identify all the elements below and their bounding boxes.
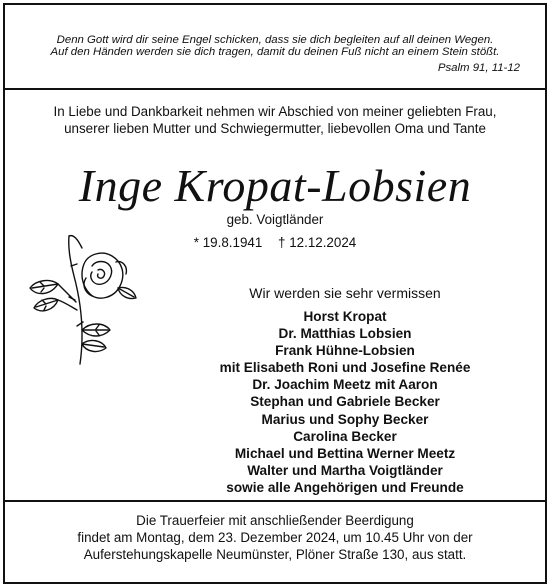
intro-line-2: unserer lieben Mutter und Schwiegermutter, liebevollen Oma und Tante (64, 121, 486, 136)
rose-drawing-icon (22, 226, 140, 366)
divider-top (3, 88, 547, 90)
list-item: Michael und Bettina Werner Meetz (234, 445, 456, 461)
birth-date: * 19.8.1941 (193, 235, 263, 250)
list-item: Horst Kropat (303, 309, 387, 324)
verse-line-2: Auf den Händen werden sie dich tragen, damit du deinen Fuß nicht an einem Stein stößt. (50, 46, 500, 58)
list-item: Carolina Becker (293, 428, 397, 444)
list-item: mit Elisabeth Roni und Josefine Renée (219, 360, 471, 376)
birth-name: geb. Voigtländer (226, 212, 324, 227)
verse-line-1: Denn Gott wird dir seine Engel schicken, dass sie dich begleiten auf all deinen Wegen. (56, 34, 494, 46)
list-item: Walter und Martha Voigtländer (247, 462, 443, 478)
list-item: Frank Hühne-Lobsien (275, 343, 415, 359)
verse-reference: Psalm 91, 11-12 (437, 62, 520, 74)
mourner-list (140, 308, 550, 496)
service-line-3: Auferstehungskapelle Neumünster, Plöner Straße 130, aus statt. (83, 547, 467, 562)
service-announcement (10, 512, 540, 563)
intro-line-1: In Liebe und Dankbarkeit nehmen wir Abschied von meiner geliebten Frau, (53, 104, 497, 119)
list-item: Dr. Matthias Lobsien (278, 326, 412, 342)
list-item: Dr. Joachim Meetz mit Aaron (252, 377, 438, 393)
miss-text: Wir werden sie sehr vermissen (249, 285, 441, 301)
service-line-2: findet am Montag, dem 23. Dezember 2024, um 10.45 Uhr von der (77, 530, 473, 545)
list-item: Marius und Sophy Becker (261, 411, 429, 427)
list-item: sowie alle Angehörigen und Freunde (226, 479, 464, 495)
list-item: Stephan und Gabriele Becker (250, 394, 440, 410)
death-date: † 12.12.2024 (278, 235, 357, 250)
divider-bottom (3, 500, 547, 502)
service-line-1: Die Trauerfeier mit anschließender Beerdigung (136, 513, 414, 528)
deceased-name: Inge Kropat-Lobsien (78, 160, 472, 211)
